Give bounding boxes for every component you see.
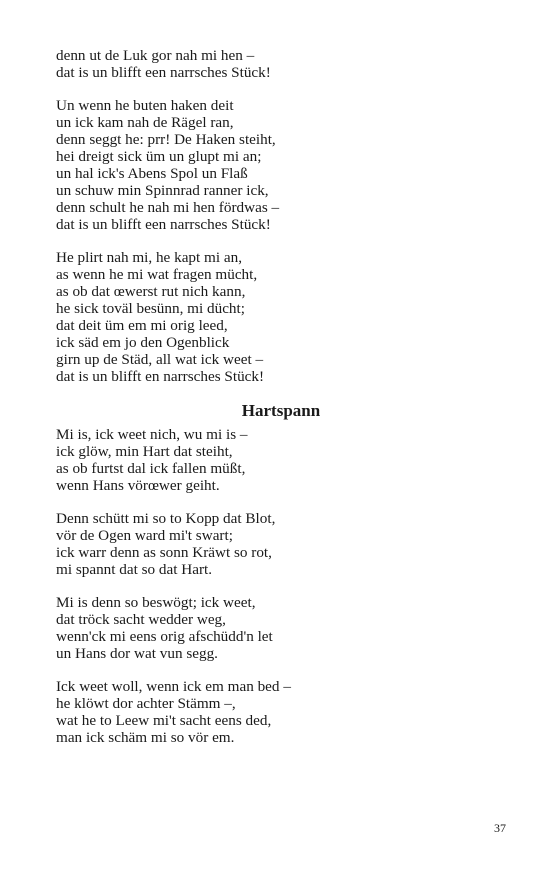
verse-line: as ob furtst dal ick fallen müßt, [56,460,246,477]
poem-title: Hartspann [241,401,321,420]
verse-line: ick säd em jo den Ogenblick [56,334,230,351]
stanza [56,97,496,233]
verse-line: as wenn he mi wat fragen mücht, [56,266,258,283]
verse-line: denn ut de Luk gor nah mi hen – [56,47,255,64]
verse-line: dat is un blifft en narrsches Stück! [56,368,265,385]
verse-line: ick glöw, min Hart dat steiht, [56,443,233,460]
stanza [56,510,496,578]
verse-line: hei dreigt sick üm un glupt mi an; [56,148,262,165]
verse-line: as ob dat œwerst rut nich kann, [56,283,246,300]
stanza [56,594,496,662]
verse-line: Un wenn he buten haken deit [56,97,234,114]
verse-line: wat he to Leew mi't sacht eens ded, [56,712,272,729]
verse-line: dat tröck sacht wedder weg, [56,611,226,628]
verse-line: Denn schütt mi so to Kopp dat Blot, [56,510,276,527]
page-content [56,47,496,762]
stanza [56,249,496,385]
verse-line: un schuw min Spinnrad ranner ick, [56,182,269,199]
verse-line: he klöwt dor achter Stämm –, [56,695,236,712]
verse-line: un ick kam nah de Rägel ran, [56,114,234,131]
verse-line: Mi is, ick weet nich, wu mi is – [56,426,248,443]
verse-line: wenn'ck mi eens orig afschüdd'n let [56,628,273,645]
stanza [56,426,496,494]
verse-line: he sick toväl besünn, mi dücht; [56,300,245,317]
verse-line: dat deit üm em mi orig leed, [56,317,228,334]
verse-line: ick warr denn as sonn Kräwt so rot, [56,544,272,561]
verse-line: wenn Hans vörœwer geiht. [56,477,220,494]
verse-line: man ick schäm mi so vör em. [56,729,235,746]
verse-line: denn schult he nah mi hen fördwas – [56,199,280,216]
verse-line: dat is un blifft een narrsches Stück! [56,216,271,233]
verse-line: Mi is denn so beswögt; ick weet, [56,594,256,611]
verse-line: vör de Ogen ward mi't swart; [56,527,233,544]
page-number: 37 [494,821,506,835]
verse-line: un Hans dor wat vun segg. [56,645,218,662]
verse-line: He plirt nah mi, he kapt mi an, [56,249,243,266]
verse-line: dat is un blifft een narrsches Stück! [56,64,271,81]
stanza [56,678,496,746]
verse-line: Ick weet woll, wenn ick em man bed – [56,678,291,695]
verse-line: mi spannt dat so dat Hart. [56,561,213,578]
verse-line: denn seggt he: prr! De Haken steiht, [56,131,276,148]
verse-line: un hal ick's Abens Spol un Flaß [56,165,248,182]
stanza [56,47,496,81]
verse-line: girn up de Städ, all wat ick weet – [56,351,264,368]
